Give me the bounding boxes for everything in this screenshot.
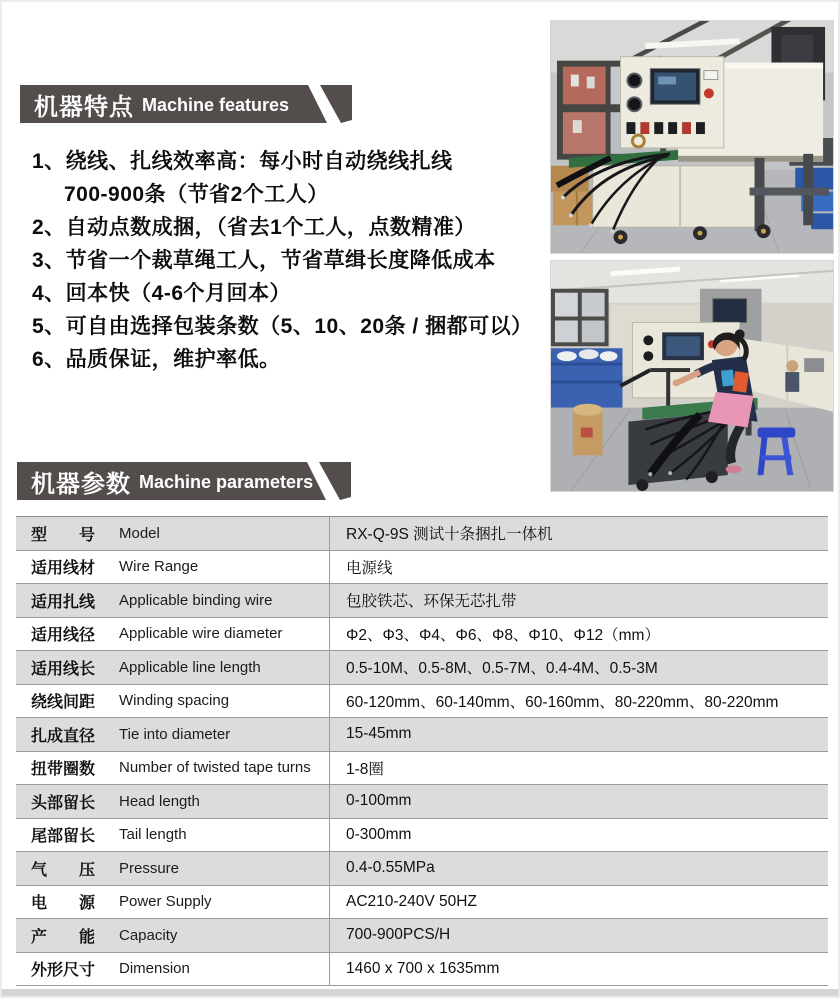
feature-item: 1、绕线、扎线效率高：每小时自动绕线扎线 [32,150,453,173]
param-label-cn: 扎成直径 [31,727,96,745]
features-title-en: Machine features [142,94,290,115]
operator-photo [550,260,834,492]
param-value: 0-100mm [329,785,828,818]
param-label-cn: 绕线间距 [31,694,96,712]
param-value: 0.4-0.55MPa [329,852,828,885]
table-row-model [16,517,828,551]
features-list [32,145,537,376]
param-label-cn: 外形尺寸 [31,962,96,980]
table-row-binding-wire [16,584,828,618]
param-label-en: Tie into diameter [119,725,231,743]
param-value: 包胶铁芯、环保无芯扎带 [329,584,828,617]
param-label-en: Power Supply [119,893,212,911]
operator-photo-illustration [551,261,833,491]
table-row-pressure [16,852,828,886]
table-row-capacity [16,919,828,953]
parameters-table [16,516,828,986]
param-value: Φ2、Φ3、Φ4、Φ6、Φ8、Φ10、Φ12（mm） [329,618,828,651]
param-label-en: Applicable binding wire [119,591,273,609]
param-label-cn: 尾部留长 [31,828,96,846]
param-value: RX-Q-9S 测试十条捆扎一体机 [329,517,828,550]
table-row-dimension [16,953,828,987]
table-row-tape-turns [16,752,828,786]
param-value: 700-900PCS/H [329,919,828,952]
table-row-power-supply [16,886,828,920]
param-label-cn: 适用线材 [31,560,96,578]
param-label-cn: 气 压 [31,861,96,879]
param-value: 1-8圈 [329,752,828,785]
param-value: 电源线 [329,551,828,584]
table-row-wire-range [16,551,828,585]
features-title-cn: 机器特点 [34,93,134,121]
table-row-tie-diameter [16,718,828,752]
param-label-en: Tail length [119,826,187,844]
param-label-en: Head length [119,792,200,810]
windows [551,289,609,347]
table-row-line-length [16,651,828,685]
param-label-cn: 产 能 [31,928,96,946]
param-value: 1460 x 700 x 1635mm [329,953,828,986]
parameters-title-en: Machine parameters [139,471,314,492]
param-value: 60-120mm、60-140mm、60-160mm、80-220mm、80-220mm [329,685,828,718]
param-label-cn: 适用线径 [31,627,96,645]
machine-photo [550,20,834,254]
param-label-en: Pressure [119,859,180,877]
param-value: 0-300mm [329,819,828,852]
param-label-cn: 型 号 [31,526,96,544]
parameters-section-banner [17,462,351,500]
param-label-cn: 扭带圈数 [31,761,96,779]
paper-roll [573,404,603,456]
param-label-cn: 适用线长 [31,660,96,678]
machine-photo-illustration [551,21,833,253]
table-row-head-length [16,785,828,819]
features-section-banner [20,85,352,123]
param-label-cn: 适用扎线 [31,593,96,611]
feature-item: 4、回本快（4-6个月回本） [32,282,292,305]
param-label-en: Wire Range [119,558,199,576]
feature-item: 5、可自由选择包装条数（5、10、20条 / 捆都可以） [32,315,533,338]
param-value: 0.5-10M、0.5-8M、0.5-7M、0.4-4M、0.5-3M [329,651,828,684]
page-bottom-edge [2,989,838,996]
blue-racks [551,348,622,407]
param-label-cn: 电 源 [31,895,96,913]
feature-item: 3、节省一个裁草绳工人，节省草缉长度降低成本 [32,249,496,272]
parameters-title-cn: 机器参数 [31,470,131,498]
table-row-tail-length [16,819,828,853]
control-panel [621,57,724,148]
table-row-wire-diameter [16,618,828,652]
param-label-en: Model [119,524,160,542]
param-label-en: Winding spacing [119,692,230,710]
param-label-en: Applicable wire diameter [119,625,283,643]
param-label-en: Applicable line length [119,658,261,676]
feature-item-continued: 700-900条（节省2个工人） [64,183,329,206]
emergency-button [704,88,714,98]
param-value: AC210-240V 50HZ [329,886,828,919]
param-label-en: Dimension [119,960,190,978]
feature-item: 6、品质保证，维护率低。 [32,348,281,371]
param-value: 15-45mm [329,718,828,751]
param-label-en: Capacity [119,926,178,944]
param-label-en: Number of twisted tape turns [119,759,311,777]
param-label-cn: 头部留长 [31,794,96,812]
feature-item: 2、自动点数成捆，（省去1个工人，点数精准） [32,216,476,239]
table-row-winding-spacing [16,685,828,719]
